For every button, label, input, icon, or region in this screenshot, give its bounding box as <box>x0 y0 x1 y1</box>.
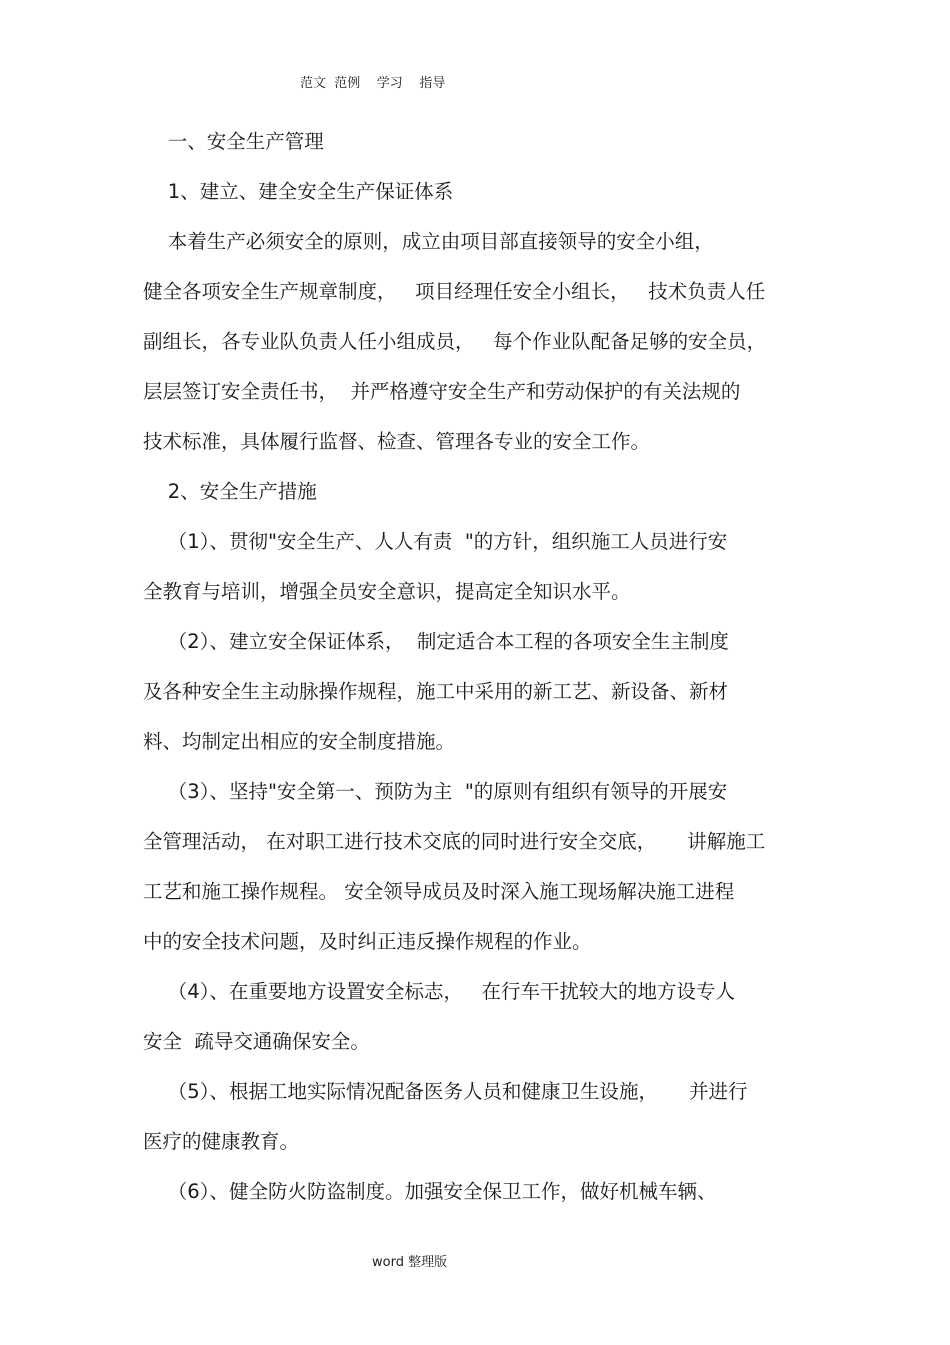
paragraph-line: （4）、在重要地方设置安全标志， 在行车干扰较大的地方设专人 <box>143 980 736 1003</box>
paragraph-line: 本着生产必须安全的原则，成立由项目部直接领导的安全小组， <box>143 230 714 253</box>
paragraph-line: 医疗的健康教育。 <box>143 1130 300 1153</box>
page-footer: word 整理版 <box>372 1255 448 1270</box>
paragraph-line: 全教育与培训，增强全员安全意识，提高定全知识水平。 <box>143 580 631 603</box>
paragraph-line: 工艺和施工操作规程。 安全领导成员及时深入施工现场解决施工进程 <box>143 880 735 903</box>
paragraph-line: 全管理活动， 在对职工进行技术交底的同时进行安全交底， 讲解施工 <box>143 830 766 853</box>
paragraph-line: 料、均制定出相应的安全制度措施。 <box>143 730 456 753</box>
paragraph-line: 安全 疏导交通确保安全。 <box>143 1030 370 1053</box>
section-heading: 一、安全生产管理 <box>143 130 324 153</box>
paragraph-line: 层层签订安全责任书， 并严格遵守安全生产和劳动保护的有关法规的 <box>143 380 741 403</box>
paragraph-line: 副组长，各专业队负责人任小组成员， 每个作业队配备足够的安全员， <box>143 330 767 353</box>
subsection-heading: 1、建立、建全安全生产保证体系 <box>143 180 454 203</box>
paragraph-line: 健全各项安全生产规章制度， 项目经理任安全小组长， 技术负责人任 <box>143 280 766 303</box>
paragraph-line: （3）、坚持"安全第一、预防为主 "的原则有组织有领导的开展安 <box>143 780 728 803</box>
page-header: 范文 范例 学习 指导 <box>300 76 446 91</box>
paragraph-line: （2）、建立安全保证体系， 制定适合本工程的各项安全生主制度 <box>143 630 729 653</box>
paragraph-line: （1）、贯彻"安全生产、人人有责 "的方针，组织施工人员进行安 <box>143 530 728 553</box>
paragraph-line: 及各种安全生主动脉操作规程，施工中采用的新工艺、新设备、新材 <box>143 680 729 703</box>
paragraph-line: 中的安全技术问题，及时纠正违反操作规程的作业。 <box>143 930 592 953</box>
paragraph-line: （6）、健全防火防盗制度。加强安全保卫工作，做好机械车辆、 <box>143 1180 717 1203</box>
paragraph-line: 技术标准，具体履行监督、检查、管理各专业的安全工作。 <box>143 430 651 453</box>
subsection-heading: 2、安全生产措施 <box>143 480 317 503</box>
paragraph-line: （5）、根据工地实际情况配备医务人员和健康卫生设施， 并进行 <box>143 1080 748 1103</box>
